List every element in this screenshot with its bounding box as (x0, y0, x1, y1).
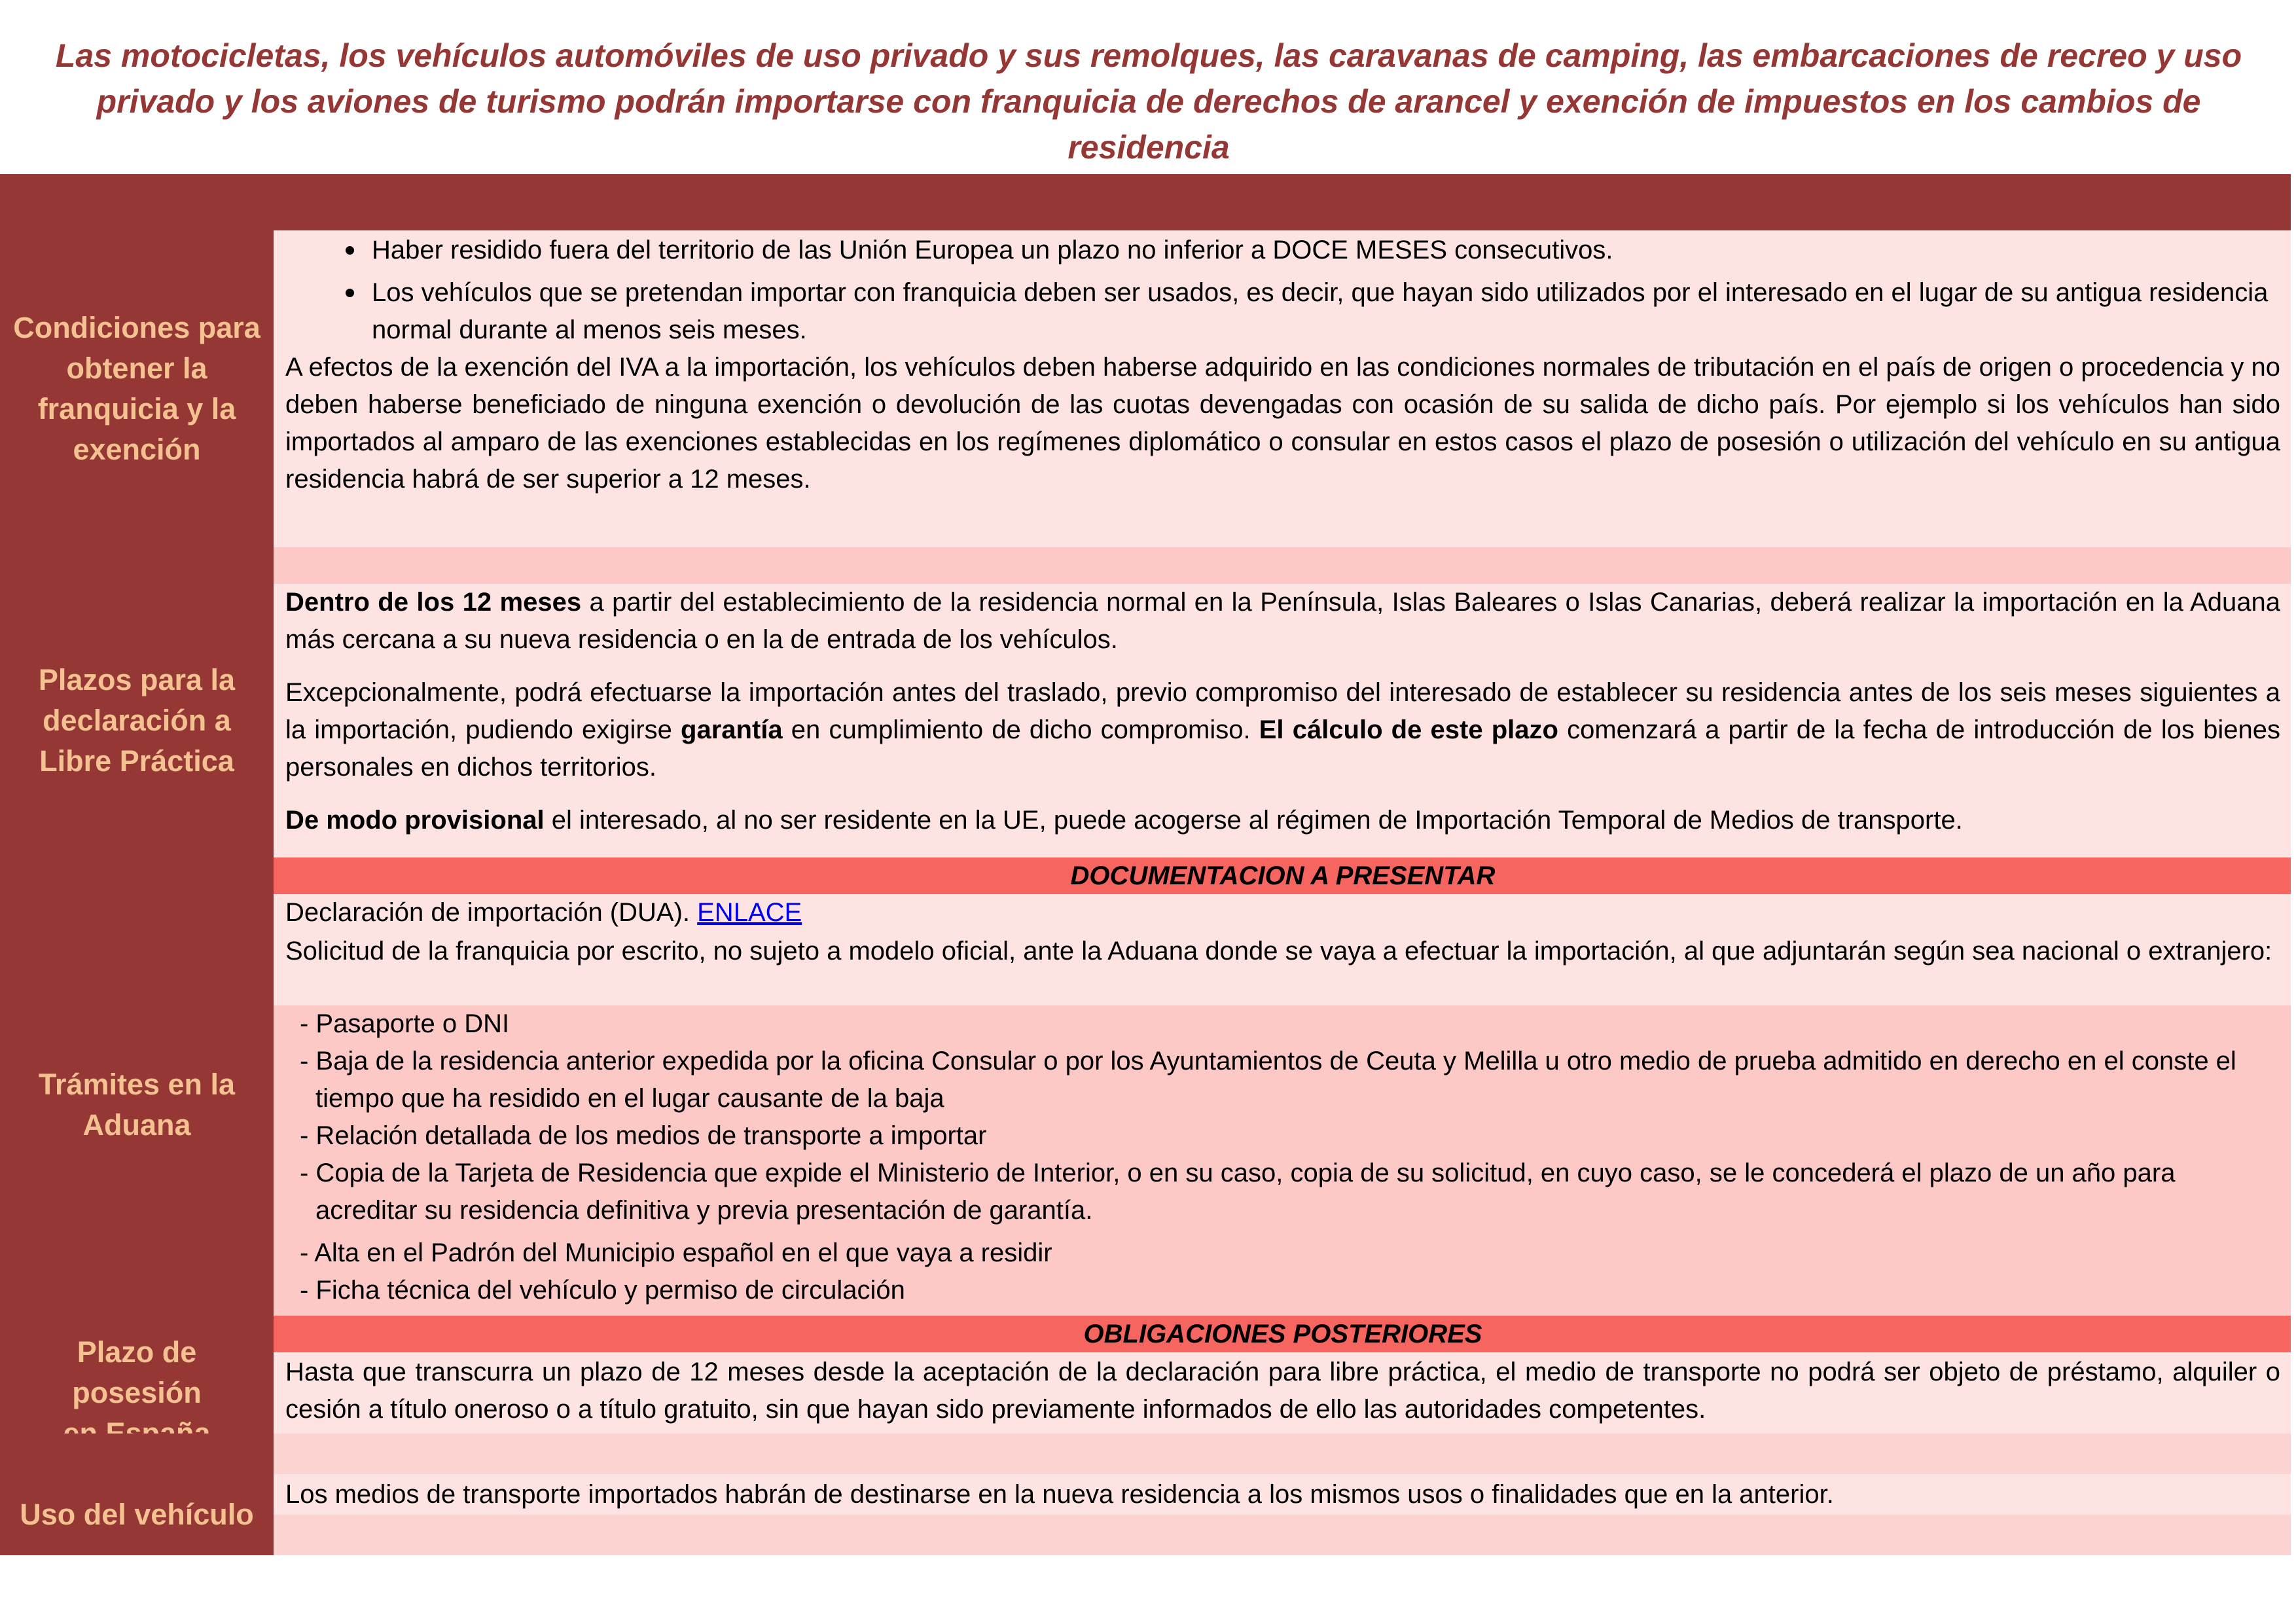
label-line: declaración a (43, 704, 231, 737)
label-line: obtener la (66, 352, 207, 385)
bold-text: De modo provisional (285, 806, 545, 835)
bold-text: El cálculo de este plazo (1259, 715, 1558, 744)
row-label-spacer (0, 1434, 274, 1474)
enlace-link[interactable]: ENLACE (697, 898, 802, 927)
list-item: - Ficha técnica del vehículo y permiso de circulación (300, 1276, 905, 1305)
label-line: Uso del vehículo (20, 1498, 254, 1531)
plazos-paragraph-3 (285, 802, 2280, 839)
text: en cumplimiento de dicho compromiso. (782, 715, 1259, 744)
text: a partir del establecimiento de la residencia normal en la Península, Islas Baleares o Islas Canarias, deberá realizar la importación en la Aduana más cercana a su nueva residencia o en la de entrada de los vehículos. (285, 588, 2280, 654)
tramites-list-cell (274, 1005, 2291, 1316)
row-label-posesion (0, 1335, 274, 1434)
plazos-paragraph-2 (285, 674, 2280, 786)
label-line: Plazo de posesión (72, 1335, 202, 1409)
text: Excepcionalmente, podrá efectuarse la importación antes del traslado, previo compromiso del interesado de establecer su residencia antes de los seis meses siguientes a la importación, pudiendo exigirse (285, 678, 2280, 744)
row-label-uso (0, 1474, 274, 1555)
row-label-tramites (0, 894, 274, 1316)
label-line: Aduana (82, 1108, 191, 1142)
row-label-spacer (0, 547, 274, 584)
list-item: - Pasaporte o DNI (300, 1009, 510, 1038)
label-line: exención (73, 433, 201, 466)
page-title: Las motocicletas, los vehículos automóviles de uso privado y sus remolques, las caravanas de camping, las embarcaciones de recreo y uso privado y los aviones de turismo podrán importarse con franquicia de derechos de arancel y exención de impuestos en los cambios de residencia (55, 37, 2242, 166)
plazos-paragraph-1 (285, 584, 2280, 659)
spacer-cell (274, 547, 2291, 584)
spacer-cell (274, 1434, 2291, 1474)
label-line: Libre Práctica (39, 744, 234, 778)
row-label-condiciones (0, 230, 274, 547)
condition-bullet: Los vehículos que se pretendan importar con franquicia deben ser usados, es decir, que hayan sido utilizados por el interesado en el lugar de su antigua residencia normal durante al menos seis meses. (285, 274, 2280, 349)
spacer-cell (274, 1515, 2291, 1555)
row-label-doc-header (0, 857, 274, 894)
doc-section-header: DOCUMENTACION A PRESENTAR (274, 857, 2291, 894)
label-line: Trámites en la (38, 1068, 236, 1101)
list-item: - Baja de la residencia anterior expedida por la oficina Consular o por los Ayuntamientos de Ceuta y Melilla u otro medio de prueba admitido en derecho en el conste el tiempo que ha residido en el lugar causante de la baja (300, 1047, 2236, 1113)
label-line: Plazos para la (38, 663, 236, 696)
label-line: Condiciones para (13, 311, 260, 344)
bold-text: garantía (681, 715, 783, 744)
condiciones-cell (274, 230, 2291, 547)
oblig-section-header: OBLIGACIONES POSTERIORES (274, 1316, 2291, 1352)
iva-paragraph: A efectos de la exención del IVA a la importación, los vehículos deben haberse adquirido en las condiciones normales de tributación en el país de origen o procedencia y no deben haberse beneficiado de ninguna exención o devolución de las cuotas devengadas con ocasión de su salida de dicho país. Por ejemplo si los vehículos han sido importados al amparo de las exenciones establecidas en los regímenes diplomático o consular en estos casos el plazo de posesión o utilización del vehículo en su antigua residencia habrá de ser superior a 12 meses. (285, 353, 2280, 494)
bold-text: Dentro de los 12 meses (285, 588, 582, 617)
posesion-cell: Hasta que transcurra un plazo de 12 meses desde la aceptación de la declaración para libre práctica, el medio de transporte no podrá ser objeto de préstamo, alquiler o cesión a título oneroso o a título gratuito, sin que hayan sido previamente informados de ello las autoridades competentes. (274, 1352, 2291, 1434)
uso-cell: Los medios de transporte importados habrán de destinarse en la nueva residencia a los mismos usos o finalidades que en la anterior. (274, 1474, 2291, 1515)
plazos-cell (274, 584, 2291, 857)
list-item: - Relación detallada de los medios de transporte a importar (300, 1121, 987, 1150)
condition-bullet: Haber residido fuera del territorio de las Unión Europea un plazo no inferior a DOCE MESES consecutivos. (285, 232, 2280, 269)
text: comenzará a partir de la fecha de introducción de los bienes personales en dichos territorios. (285, 715, 2280, 782)
text: el interesado, al no ser residente en la UE, puede acogerse al régimen de Importación Temporal de Medios de transporte. (544, 806, 1963, 835)
list-item: - Copia de la Tarjeta de Residencia que expide el Ministerio de Interior, o en su caso, copia de su solicitud, en cuyo caso, se le concederá el plazo de un año para acreditar su residencia definitiva y previa presentación de garantía. (300, 1159, 2176, 1225)
table-header-bar (0, 174, 2291, 230)
tramites-intro-cell (274, 894, 2291, 1005)
list-item: - Alta en el Padrón del Municipio español en el que vaya a residir (300, 1238, 1052, 1267)
dua-line (285, 894, 2280, 931)
solicitud-text: Solicitud de la franquicia por escrito, no sujeto a modelo oficial, ante la Aduana donde se vaya a efectuar la importación, al que adjuntarán según sea nacional o extranjero: (285, 937, 2272, 965)
text: Declaración de importación (DUA). (285, 898, 698, 927)
row-label-plazos (0, 584, 274, 857)
label-line: franquicia y la (37, 392, 236, 425)
